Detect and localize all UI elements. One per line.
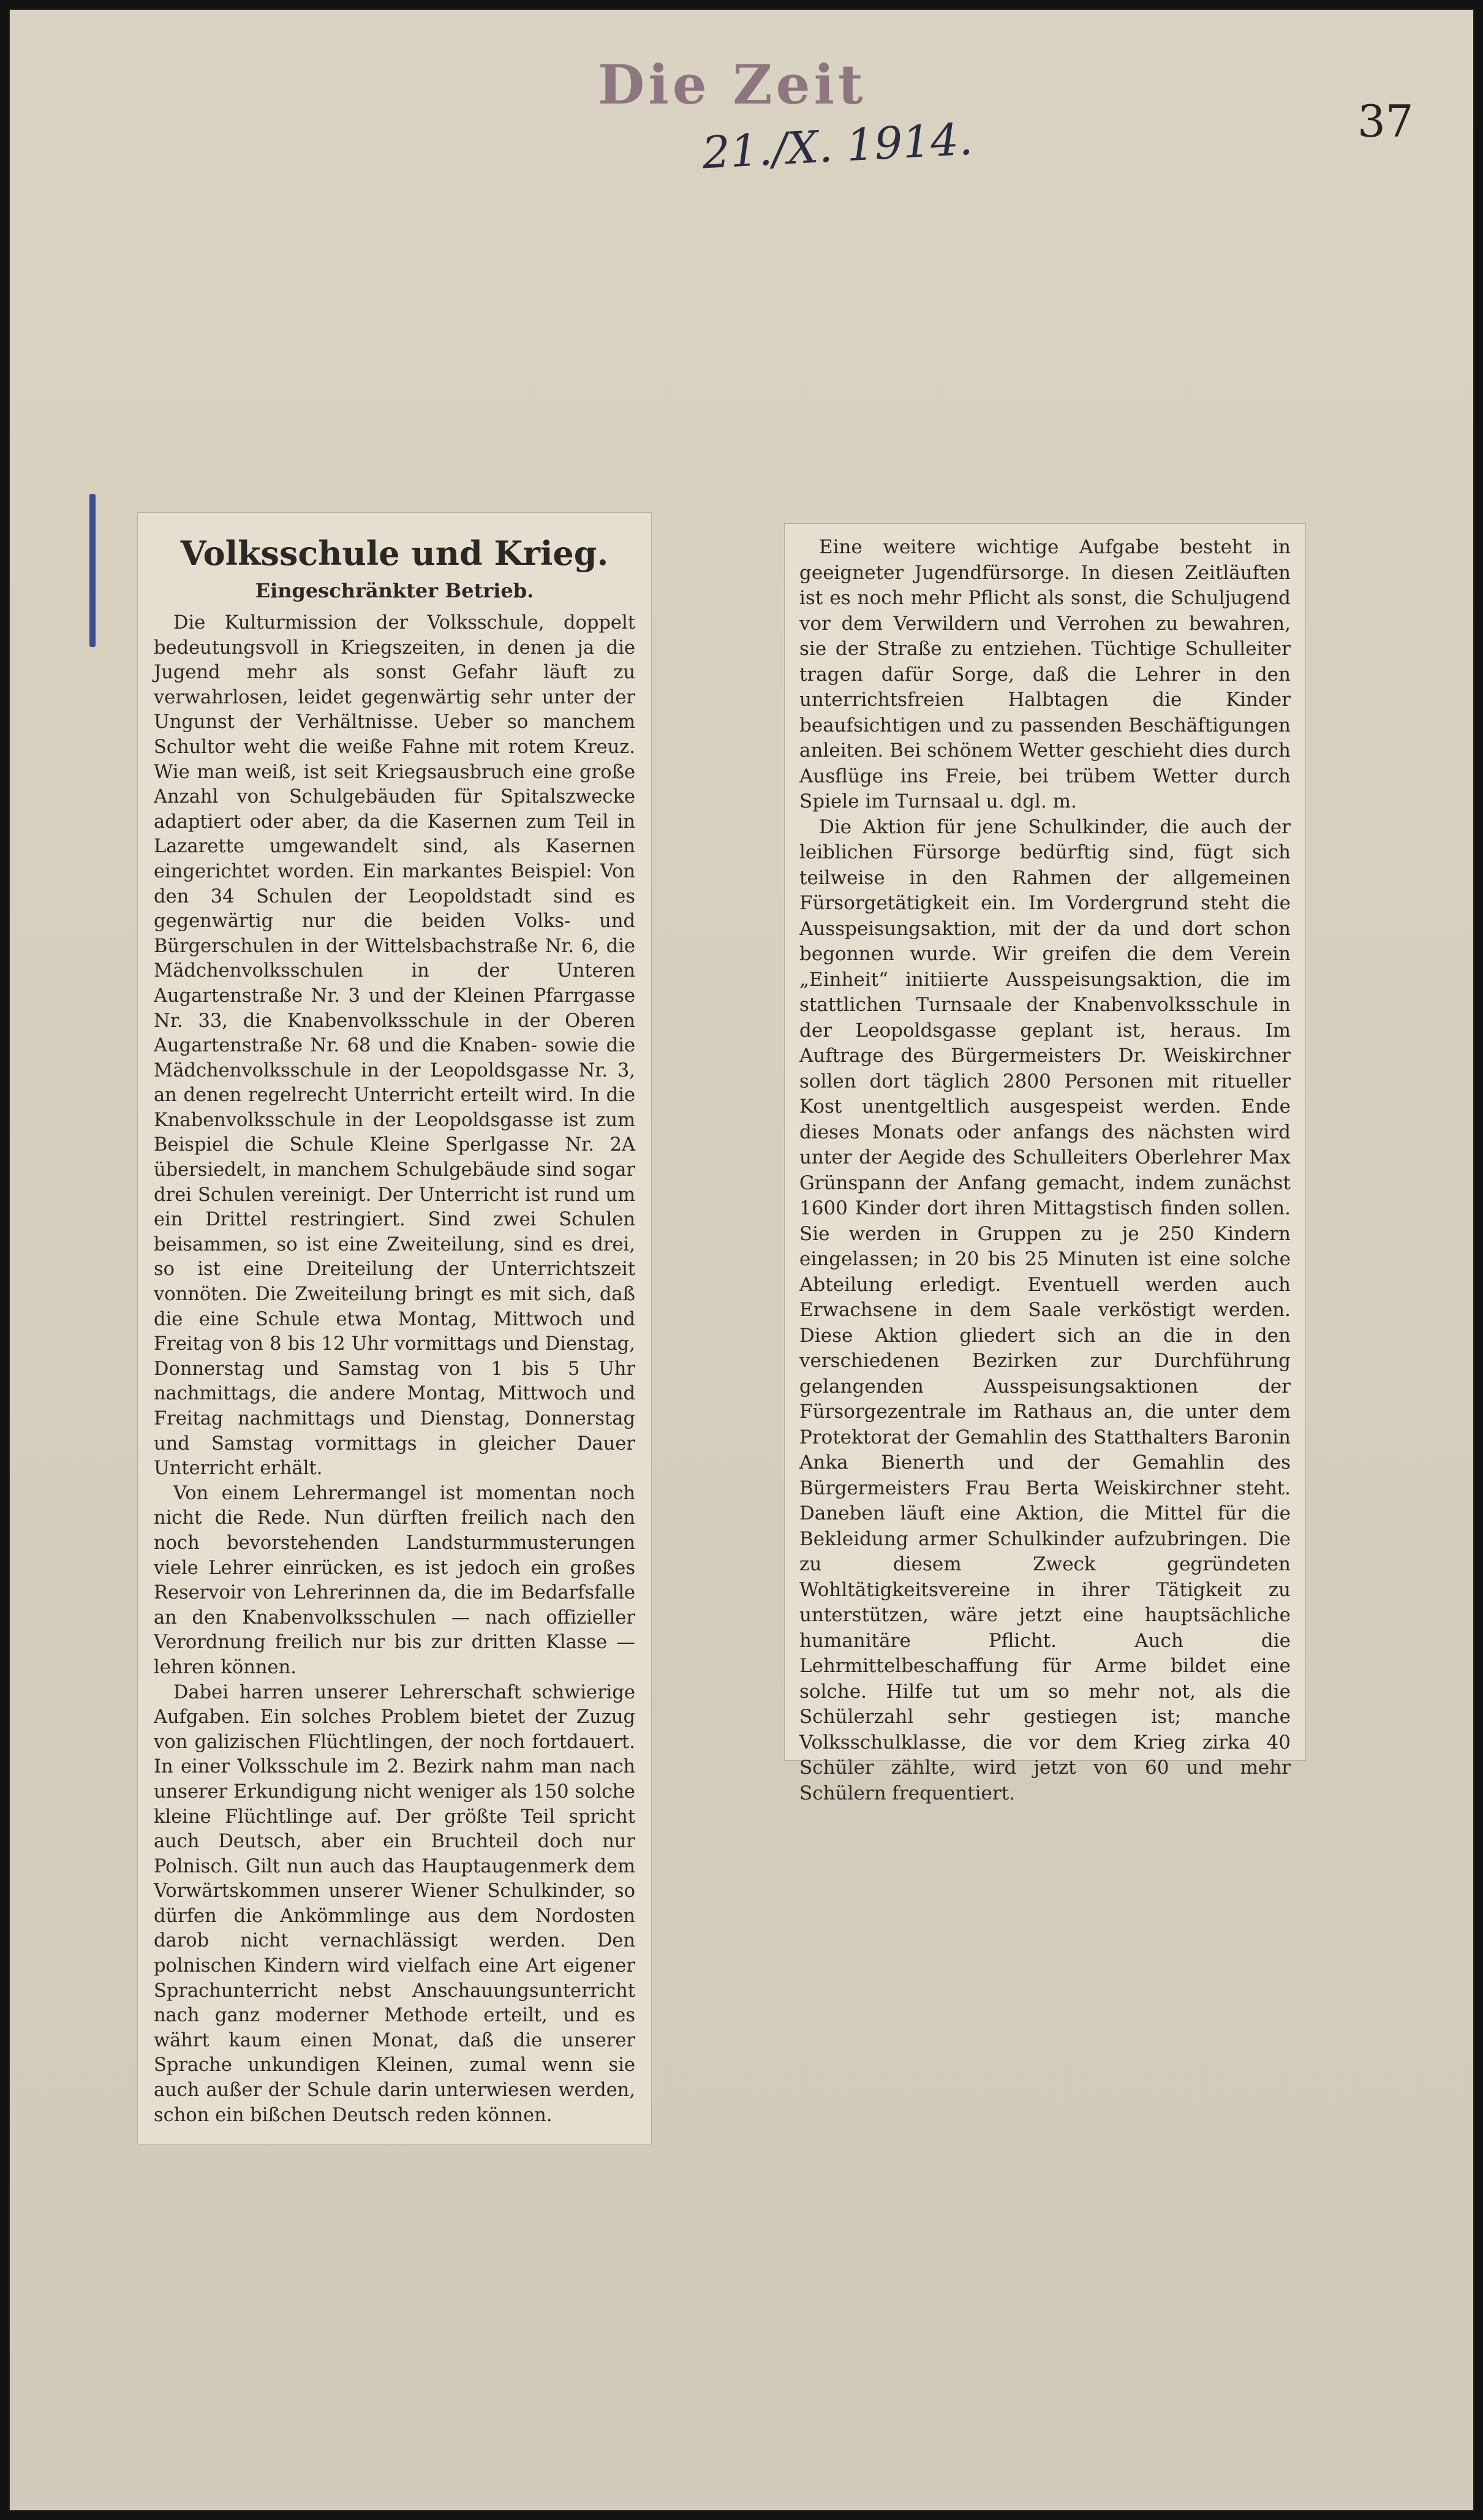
paragraph: Eine weitere wichtige Aufgabe besteht in geeigneter Jugendfürsorge. In diesen Zeitläuften ist es noch mehr Pflicht als sonst, die Schuljugend vor dem Verwildern und Verrohen zu bewahren, sie der Straße zu entziehen. Tüchtige Schulleiter tragen dafür Sorge, daß die Lehrer in den unterrichtsfreien Halbtagen die Kinder beaufsichtigen und zu passenden Beschäftigungen anleiten. Bei schönem Wetter geschieht dies durch Ausflüge ins Freie, bei trübem Wetter durch Spiele im Turnsaal u. dgl. m. xyxy=(799,536,1291,812)
handwritten-date: 21./X. 1914. xyxy=(701,113,974,179)
article-clipping-right xyxy=(784,523,1306,1804)
newspaper-stamp: Die Zeit xyxy=(598,53,867,116)
article-clipping-left xyxy=(137,512,652,2144)
article-subtitle: Eingeschränkter Betrieb. xyxy=(255,579,534,602)
article-body-right xyxy=(799,535,1291,1806)
paragraph: Von einem Lehrermangel ist momentan noch nicht die Rede. Nun dürften freilich nach den noch bevorstehenden Landsturmmusterungen viele Lehrer einrücken, es ist jedoch ein großes Reservoir von Lehrerinnen da, die im Bedarfsfalle an den Knabenvolksschulen — nach offizieller Verordnung freilich nur bis zur dritten Klasse — lehren können. xyxy=(154,1482,635,1678)
blue-marker-left xyxy=(89,494,96,647)
paragraph: Dabei harren unserer Lehrerschaft schwierige Aufgaben. Ein solches Problem bietet der Zuzug von galizischen Flüchtlingen, der noch fortdauert. In einer Volksschule im 2. Bezirk nahm man nach unserer Erkundigung nicht weniger als 150 solche kleine Flüchtlinge auf. Der größte Teil spricht auch Deutsch, aber ein Bruchteil doch nur Polnisch. Gilt nun auch das Hauptaugenmerk dem Vorwärtskommen unserer Wiener Schulkinder, so dürfen die Ankömmlinge aus dem Nordosten darob nicht vernachlässigt werden. Den polnischen Kindern wird vielfach eine Art eigener Sprachunterricht nebst Anschauungsunterricht nach ganz moderner Methode erteilt, und es währt kaum einen Monat, daß die unserer Sprache unkundigen Kleinen, zumal wenn sie auch außer der Schule darin unterwiesen werden, schon ein bißchen Deutsch reden können. xyxy=(154,1681,635,2126)
article-title: Volksschule und Krieg. xyxy=(180,534,609,573)
archive-sheet xyxy=(9,9,1474,2511)
article-body-left xyxy=(154,611,635,2128)
paragraph: Die Aktion für jene Schulkinder, die auch der leiblichen Fürsorge bedürftig sind, fügt sich teilweise in den Rahmen der allgemeinen Fürsorgetätigkeit ein. Im Vordergrund steht die Ausspeisungsaktion, mit der da und dort schon begonnen wurde. Wir greifen die dem Verein „Einheit“ initiierte Ausspeisungsaktion, die im stattlichen Turnsaale der Knabenvolksschule in der Leopoldsgasse geplant ist, heraus. Im Auftrage des Bürgermeisters Dr. Weiskirchner sollen dort täglich 2800 Personen mit ritueller Kost unentgeltlich ausgespeist werden. Ende dieses Monats oder anfangs des nächsten wird unter der Aegide des Schulleiters Oberlehrer Max Grünspann der Anfang gemacht, indem zunächst 1600 Kinder dort ihren Mittagstisch finden sollen. Sie werden in Gruppen zu je 250 Kindern eingelassen; in 20 bis 25 Minuten ist eine solche Abteilung erledigt. Eventuell werden auch Erwachsene in dem Saale verköstigt werden. Diese Aktion gliedert sich an die in den verschiedenen Bezirken zur Durchführung gelangenden Ausspeisungsaktionen der Fürsorgezentrale im Rathaus an, die unter dem Protektorat der Gemahlin des Statthalters Baronin Anka Bienerth und der Gemahlin des Bürgermeisters Frau Berta Weiskirchner steht. Daneben läuft eine Aktion, die Mittel für die Bekleidung armer Schulkinder aufzubringen. Die zu diesem Zweck gegründeten Wohltätigkeitsvereine in ihrer Tätigkeit zu unterstützen, wäre jetzt eine hauptsächliche humanitäre Pflicht. Auch die Lehrmittelbeschaffung für Arme bildet eine solche. Hilfe tut um so mehr not, als die Schülerzahl sehr gestiegen ist; manche Volksschulklasse, die vor dem Krieg zirka 40 Schüler zählte, wird jetzt von 60 und mehr Schülern frequentiert. xyxy=(799,815,1291,1804)
page-number: 37 xyxy=(1357,96,1414,147)
paragraph: Die Kulturmission der Volksschule, doppelt bedeutungsvoll in Kriegszeiten, in denen ja die Jugend mehr als sonst Gefahr läuft zu verwahrlosen, leidet gegenwärtig sehr unter der Ungunst der Verhältnisse. Ueber so manchem Schultor weht die weiße Fahne mit rotem Kreuz. Wie man weiß, ist seit Kriegsausbruch eine große Anzahl von Schulgebäuden für Spitalszwecke adaptiert oder aber, da die Kasernen zum Teil in Lazarette umgewandelt sind, als Kasernen eingerichtet worden. Ein markantes Beispiel: Von den 34 Schulen der Leopoldstadt sind es gegenwärtig nur die beiden Volks- und Bürgerschulen in der Wittelsbachstraße Nr. 6, die Mädchenvolksschulen in der Unteren Augartenstraße Nr. 3 und der Kleinen Pfarrgasse Nr. 33, die Knabenvolksschule in der Oberen Augartenstraße Nr. 68 und die Knaben- sowie die Mädchenvolksschule in der Leopoldsgasse Nr. 3, an denen regelrecht Unterricht erteilt wird. In die Knabenvolksschule in der Leopoldsgasse ist zum Beispiel die Schule Kleine Sperlgasse Nr. 2A übersiedelt, in manchem Schulgebäude sind sogar drei Schulen vereinigt. Der Unterricht ist rund um ein Drittel restringiert. Sind zwei Schulen beisammen, so ist eine Zweiteilung, sind es drei, so ist eine Dreiteilung der Unterrichtszeit vonnöten. Die Zweiteilung bringt es mit sich, daß die eine Schule etwa Montag, Mittwoch und Freitag von 8 bis 12 Uhr vormittags und Dienstag, Donnerstag und Samstag von 1 bis 5 Uhr nachmittags, die andere Montag, Mittwoch und Freitag nachmittags und Dienstag, Donnerstag und Samstag vormittags in gleicher Dauer Unterricht erhält. xyxy=(154,612,635,1480)
